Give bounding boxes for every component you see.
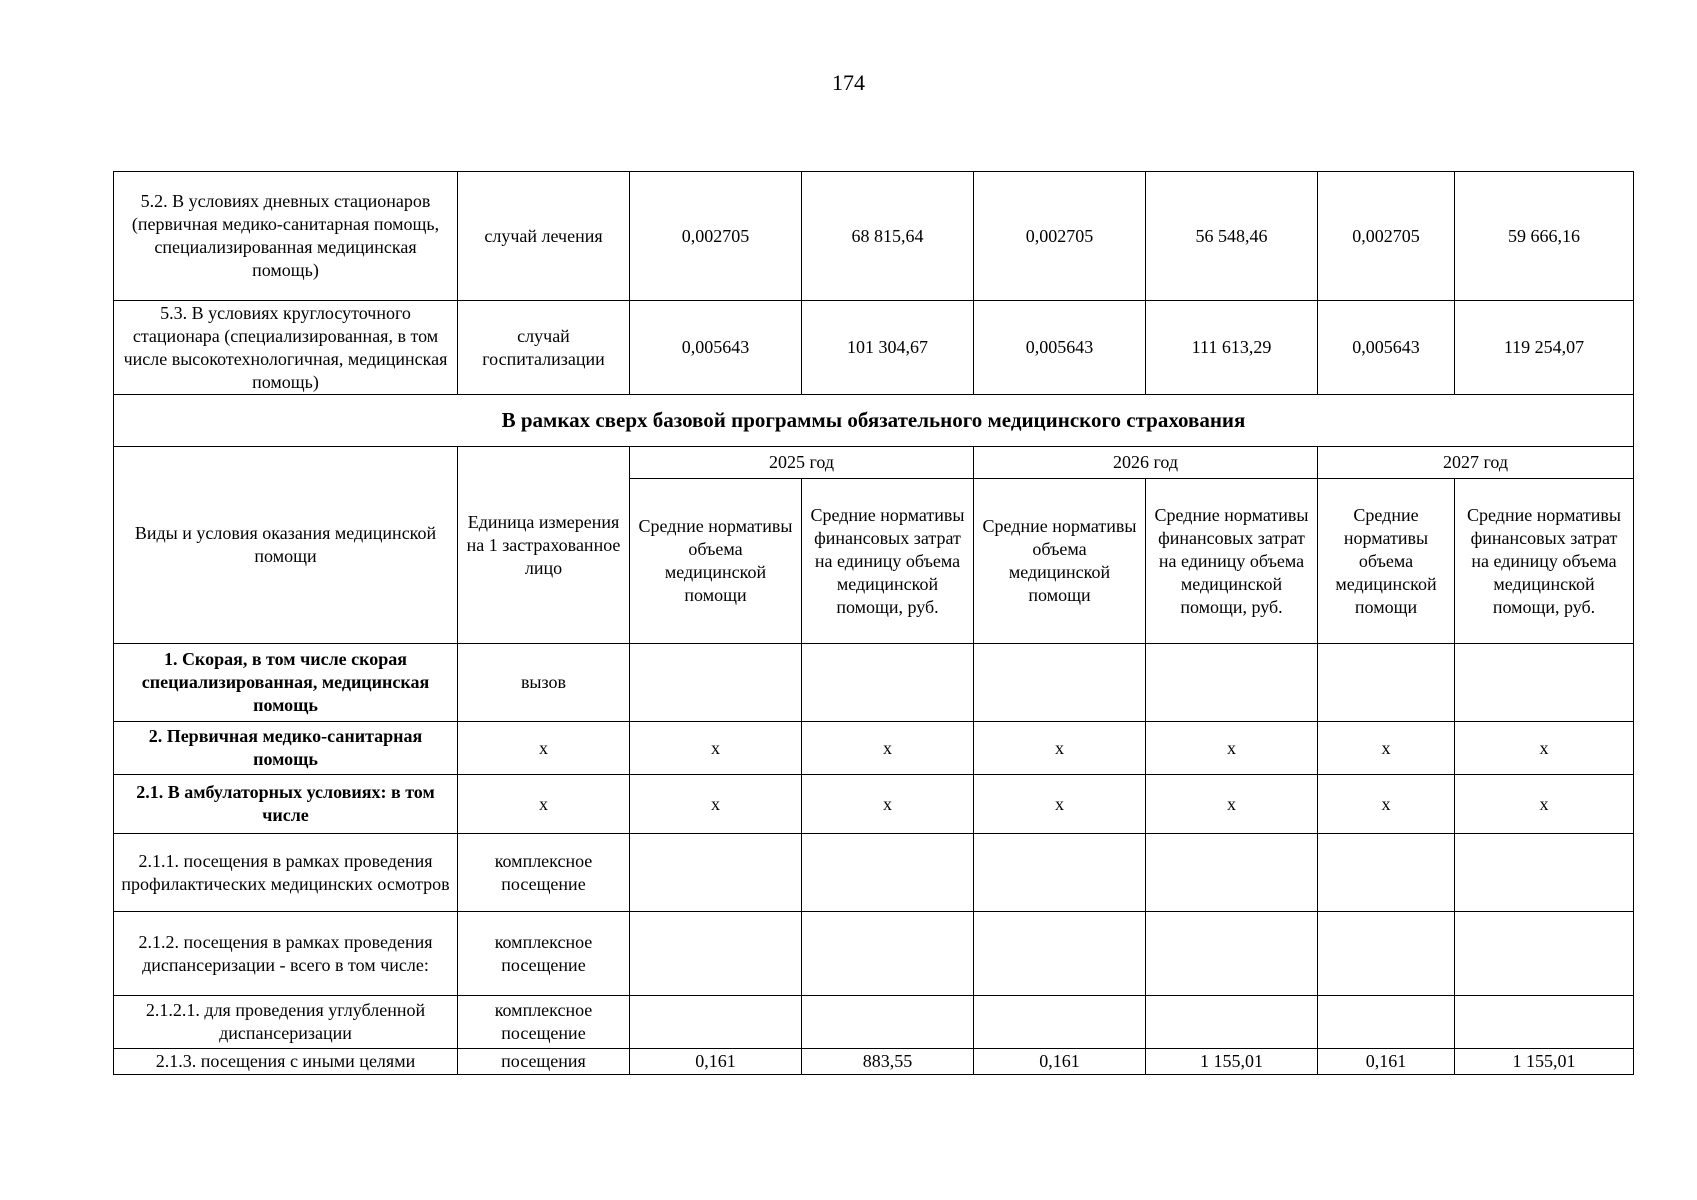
row-label: 5.2. В условиях дневных стационаров (первичная медико-санитарная помощь, специализированная медицинская помощь) (114, 172, 458, 301)
cell-2027-cost: 1 155,01 (1455, 1049, 1634, 1075)
row-label: 2.1.1. посещения в рамках проведения профилактических медицинских осмотров (114, 834, 458, 912)
cell-2026-volume (974, 834, 1146, 912)
table-row (114, 301, 1634, 395)
table-row (114, 775, 1634, 834)
cell-2026-volume (974, 996, 1146, 1049)
section-row (114, 395, 1634, 447)
section-title: В рамках сверх базовой программы обязательного медицинского страхования (114, 395, 1634, 447)
table-row (114, 912, 1634, 996)
cell-2027-cost (1455, 644, 1634, 722)
table-row (114, 172, 1634, 301)
header-cost-2027: Средние нормативы финансовых затрат на единицу объема медицинской помощи, руб. (1455, 479, 1634, 644)
row-unit: комплексное посещение (458, 996, 630, 1049)
header-volume-2027: Средние нормативы объема медицинской помощи (1318, 479, 1455, 644)
table-row (114, 1049, 1634, 1075)
cell-2026-volume: 0,002705 (974, 172, 1146, 301)
header-year-2027: 2027 год (1318, 447, 1634, 479)
table-row (114, 644, 1634, 722)
row-label: 5.3. В условиях круглосуточного стационара (специализированная, в том числе высокотехнологичная, медицинская помощь) (114, 301, 458, 395)
cell-2027-volume: х (1318, 722, 1455, 775)
row-unit: случай лечения (458, 172, 630, 301)
cell-2027-cost: х (1455, 722, 1634, 775)
cell-2025-cost (802, 912, 974, 996)
row-unit: х (458, 775, 630, 834)
cell-2027-volume (1318, 644, 1455, 722)
row-label: 2.1.2.1. для проведения углубленной диспансеризации (114, 996, 458, 1049)
cell-2025-volume: 0,161 (630, 1049, 802, 1075)
cell-2026-cost (1146, 912, 1318, 996)
row-unit: х (458, 722, 630, 775)
cell-2025-cost: х (802, 775, 974, 834)
header-row-years (114, 447, 1634, 479)
page-number: 174 (832, 70, 865, 95)
cell-2027-volume (1318, 834, 1455, 912)
cell-2025-cost: 101 304,67 (802, 301, 974, 395)
cell-2026-cost: 1 155,01 (1146, 1049, 1318, 1075)
cell-2025-volume: 0,002705 (630, 172, 802, 301)
cell-2025-volume: х (630, 775, 802, 834)
row-label: 2.1. В амбулаторных условиях: в том числе (114, 775, 458, 834)
cell-2026-volume: 0,161 (974, 1049, 1146, 1075)
table-row (114, 722, 1634, 775)
table-row (114, 996, 1634, 1049)
cell-2027-volume (1318, 912, 1455, 996)
cell-2026-cost (1146, 834, 1318, 912)
cell-2027-volume: х (1318, 775, 1455, 834)
cell-2025-volume (630, 644, 802, 722)
row-label: 2.1.2. посещения в рамках проведения диспансеризации - всего в том числе: (114, 912, 458, 996)
norms-table (113, 171, 1634, 1075)
cell-2025-volume: х (630, 722, 802, 775)
cell-2027-cost (1455, 912, 1634, 996)
cell-2025-volume (630, 834, 802, 912)
cell-2027-cost: 119 254,07 (1455, 301, 1634, 395)
cell-2026-cost (1146, 644, 1318, 722)
row-unit: комплексное посещение (458, 834, 630, 912)
row-unit: случай госпитализации (458, 301, 630, 395)
header-volume-2026: Средние нормативы объема медицинской помощи (974, 479, 1146, 644)
row-label: 2.1.3. посещения с иными целями (114, 1049, 458, 1075)
cell-2027-cost (1455, 996, 1634, 1049)
row-unit: вызов (458, 644, 630, 722)
cell-2026-cost (1146, 996, 1318, 1049)
cell-2027-volume: 0,002705 (1318, 172, 1455, 301)
cell-2027-volume (1318, 996, 1455, 1049)
cell-2025-volume (630, 996, 802, 1049)
header-year-2025: 2025 год (630, 447, 974, 479)
header-cost-2025: Средние нормативы финансовых затрат на единицу объема медицинской помощи, руб. (802, 479, 974, 644)
cell-2025-cost (802, 644, 974, 722)
cell-2026-cost: х (1146, 775, 1318, 834)
cell-2025-cost: х (802, 722, 974, 775)
cell-2026-volume (974, 912, 1146, 996)
cell-2026-cost: 56 548,46 (1146, 172, 1318, 301)
cell-2025-cost: 68 815,64 (802, 172, 974, 301)
header-col-label: Виды и условия оказания медицинской помощи (114, 447, 458, 644)
cell-2026-volume (974, 644, 1146, 722)
cell-2026-volume: 0,005643 (974, 301, 1146, 395)
cell-2025-volume: 0,005643 (630, 301, 802, 395)
cell-2025-volume (630, 912, 802, 996)
cell-2025-cost (802, 834, 974, 912)
cell-2026-cost: 111 613,29 (1146, 301, 1318, 395)
cell-2026-cost: х (1146, 722, 1318, 775)
cell-2025-cost (802, 996, 974, 1049)
table-row (114, 834, 1634, 912)
cell-2027-cost (1455, 834, 1634, 912)
header-cost-2026: Средние нормативы финансовых затрат на единицу объема медицинской помощи, руб. (1146, 479, 1318, 644)
cell-2027-volume: 0,161 (1318, 1049, 1455, 1075)
cell-2025-cost: 883,55 (802, 1049, 974, 1075)
cell-2027-cost: 59 666,16 (1455, 172, 1634, 301)
table-body (114, 172, 1634, 1075)
header-volume-2025: Средние нормативы объема медицинской помощи (630, 479, 802, 644)
header-year-2026: 2026 год (974, 447, 1318, 479)
row-unit: комплексное посещение (458, 912, 630, 996)
cell-2026-volume: х (974, 722, 1146, 775)
row-unit: посещения (458, 1049, 630, 1075)
cell-2026-volume: х (974, 775, 1146, 834)
cell-2027-volume: 0,005643 (1318, 301, 1455, 395)
cell-2027-cost: х (1455, 775, 1634, 834)
header-col-unit: Единица измерения на 1 застрахованное лицо (458, 447, 630, 644)
row-label: 1. Скорая, в том числе скорая специализированная, медицинская помощь (114, 644, 458, 722)
row-label: 2. Первичная медико-санитарная помощь (114, 722, 458, 775)
